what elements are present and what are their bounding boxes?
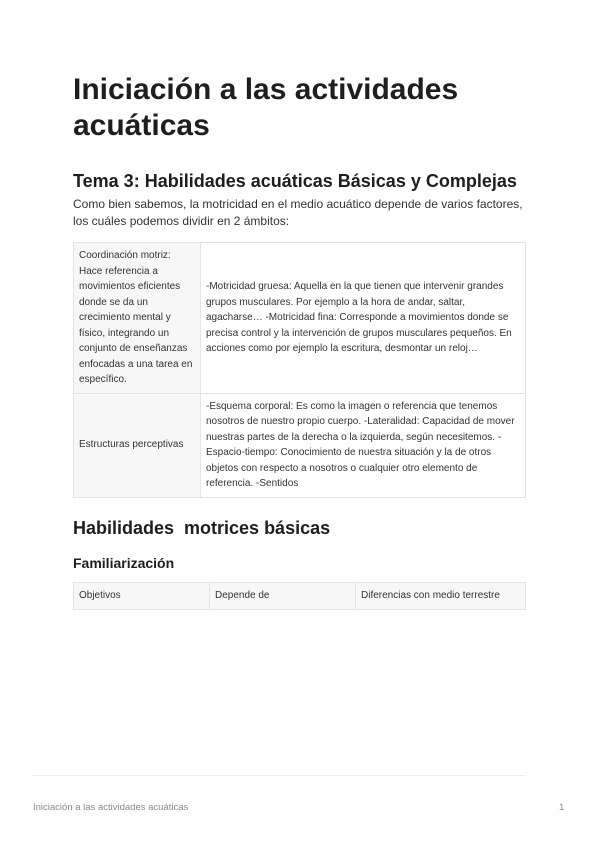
table-row xyxy=(74,393,526,497)
table-cell: -Motricidad gruesa: Aquella en la que tienen que intervenir grandes grupos musculares. Por ejemplo a la hora de andar, saltar, agacharse… -Motricidad fina: Corresponde a movimientos donde se precisa control y la intervención de grupos musculares pequeños. En acciones como por ejemplo la escritura, desmontar un reloj… xyxy=(201,243,526,394)
section-heading-habilidades xyxy=(73,517,330,539)
motricidad-table xyxy=(73,242,526,498)
table-cell: Estructuras perceptivas xyxy=(74,393,201,497)
table-header-cell: Diferencias con medio terrestre xyxy=(356,583,526,610)
section-heading-text: Habilidades motrices básicas xyxy=(73,518,331,538)
table-cell: Coordinación motriz: Hace referencia a movimientos eficientes donde se da un crecimiento mental y físico, integrando un conjunto de enseñanzas enfocadas a una tarea en específico. xyxy=(74,243,201,394)
table-cell: -Esquema corporal: Es como la imagen o referencia que tenemos nosotros de nuestro propio cuerpo. -Lateralidad: Capacidad de mover nuestras partes de la derecha o la izquierda, según necesitemos. -Espacio-tiempo: Conocimiento de nuestra situación y la de otros objetos con respecto a nosotros o cualquier otro elemento de referencia. -Sentidos xyxy=(201,393,526,497)
footer-title: Iniciación a las actividades acuáticas xyxy=(33,802,189,813)
table-header-row xyxy=(74,583,526,610)
familiarizacion-table xyxy=(73,582,526,610)
intro-paragraph: Como bien sabemos, la motricidad en el medio acuático depende de varios factores, los cuáles podemos dividir en 2 ámbitos: xyxy=(73,197,523,228)
section-heading-tema3: Tema 3: Habilidades acuáticas Básicas y Complejas xyxy=(73,171,517,191)
subheading-familiarizacion: Familiarización xyxy=(73,555,175,571)
table-row xyxy=(74,243,526,394)
table-header-cell: Objetivos xyxy=(74,583,210,610)
table-header-cell: Depende de xyxy=(210,583,356,610)
document-title: Iniciación a las actividades acuáticas xyxy=(73,73,459,142)
footer-divider xyxy=(33,775,526,776)
footer-page-number: 1 xyxy=(559,802,565,813)
